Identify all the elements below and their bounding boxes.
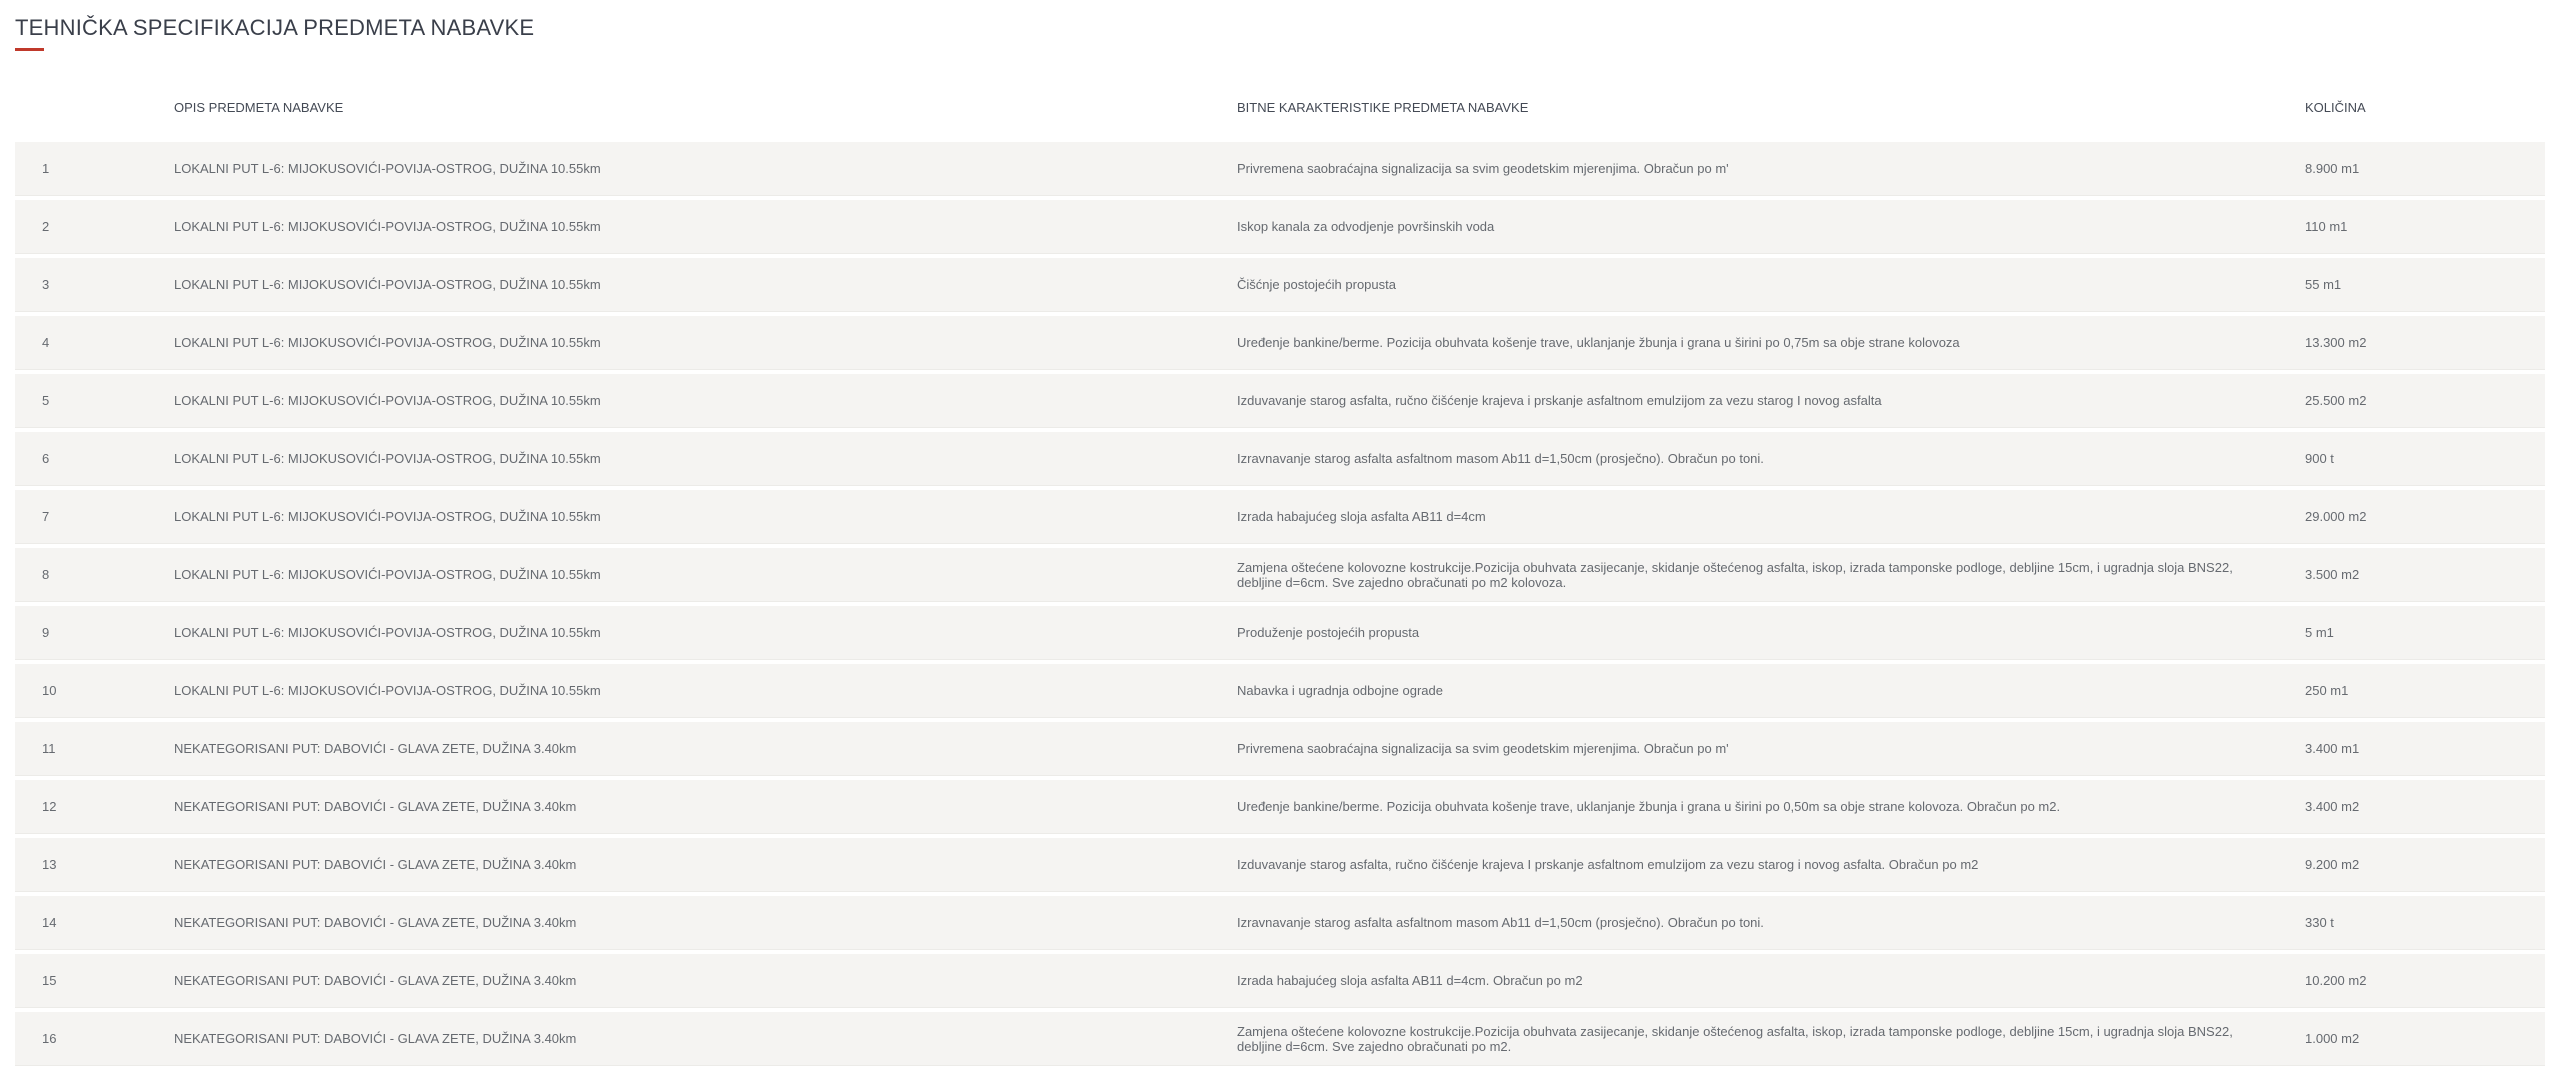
table-row — [15, 374, 2545, 428]
table-row — [15, 606, 2545, 660]
row-characteristics: Zamjena oštećene kolovozne kostrukcije.Pozicija obuhvata zasijecanje, skidanje oštećenog asfalta, iskop, izrada tamponske podloge, debljine 15cm, i ugradnja sloja BNS22, debljine d=6cm. Sve zajedno obračunati po m2. — [1237, 1023, 2233, 1054]
table-row — [15, 258, 2545, 312]
row-description: NEKATEGORISANI PUT: DABOVIĆI - GLAVA ZETE, DUŽINA 3.40km — [174, 857, 577, 872]
table-row — [15, 780, 2545, 834]
row-number: 4 — [42, 335, 50, 350]
row-number: 3 — [42, 277, 50, 292]
table-row — [15, 548, 2545, 602]
row-characteristics: Uređenje bankine/berme. Pozicija obuhvata košenje trave, uklanjanje žbunja i grana u širini po 0,50m sa obje strane kolovoza. Obračun po m2. — [1237, 799, 2061, 814]
row-quantity: 25.500 m2 — [2305, 393, 2367, 408]
table-row — [15, 200, 2545, 254]
row-characteristics: Uređenje bankine/berme. Pozicija obuhvata košenje trave, uklanjanje žbunja i grana u širini po 0,75m sa obje strane kolovoza — [1237, 335, 1960, 350]
row-description: NEKATEGORISANI PUT: DABOVIĆI - GLAVA ZETE, DUŽINA 3.40km — [174, 915, 577, 930]
row-quantity: 13.300 m2 — [2305, 335, 2367, 350]
specification-table — [15, 91, 2545, 1054]
table-row — [15, 664, 2545, 718]
row-number: 16 — [42, 1031, 57, 1046]
row-number: 12 — [42, 799, 57, 814]
header-quantity: KOLIČINA — [2305, 100, 2366, 115]
table-row — [15, 142, 2545, 196]
row-characteristics: Izduvavanje starog asfalta, ručno čišćenje krajeva I prskanje asfaltnom emulzijom za vezu starog i novog asfalta. Obračun po m2 — [1237, 857, 1979, 872]
row-description: NEKATEGORISANI PUT: DABOVIĆI - GLAVA ZETE, DUŽINA 3.40km — [174, 741, 577, 756]
row-characteristics: Privremena saobraćajna signalizacija sa svim geodetskim mjerenjima. Obračun po m' — [1237, 741, 1729, 756]
row-description: LOKALNI PUT L-6: MIJOKUSOVIĆI-POVIJA-OSTROG, DUŽINA 10.55km — [174, 393, 601, 408]
row-quantity: 3.400 m1 — [2305, 741, 2360, 756]
row-number: 14 — [42, 915, 57, 930]
row-number: 11 — [42, 741, 56, 756]
row-number: 2 — [42, 219, 50, 234]
row-number: 6 — [42, 451, 50, 466]
row-characteristics: Čišćnje postojećih propusta — [1237, 277, 1396, 292]
header-characteristics: BITNE KARAKTERISTIKE PREDMETA NABAVKE — [1237, 100, 1529, 115]
row-description: NEKATEGORISANI PUT: DABOVIĆI - GLAVA ZETE, DUŽINA 3.40km — [174, 799, 577, 814]
row-quantity: 8.900 m1 — [2305, 161, 2360, 176]
row-number: 13 — [42, 857, 57, 872]
table-row — [15, 316, 2545, 370]
row-number: 8 — [42, 567, 50, 582]
row-description: LOKALNI PUT L-6: MIJOKUSOVIĆI-POVIJA-OSTROG, DUŽINA 10.55km — [174, 277, 601, 292]
table-row — [15, 432, 2545, 486]
row-description: LOKALNI PUT L-6: MIJOKUSOVIĆI-POVIJA-OSTROG, DUŽINA 10.55km — [174, 567, 601, 582]
row-number: 1 — [42, 161, 50, 176]
row-characteristics: Nabavka i ugradnja odbojne ograde — [1237, 683, 1443, 698]
row-quantity: 330 t — [2305, 915, 2334, 930]
row-quantity: 250 m1 — [2305, 683, 2349, 698]
row-quantity: 9.200 m2 — [2305, 857, 2360, 872]
row-number: 7 — [42, 509, 50, 524]
table-row — [15, 838, 2545, 892]
table-row — [15, 896, 2545, 950]
table-row — [15, 954, 2545, 1008]
row-number: 15 — [42, 973, 57, 988]
row-description: LOKALNI PUT L-6: MIJOKUSOVIĆI-POVIJA-OSTROG, DUŽINA 10.55km — [174, 161, 601, 176]
row-description: LOKALNI PUT L-6: MIJOKUSOVIĆI-POVIJA-OSTROG, DUŽINA 10.55km — [174, 625, 601, 640]
table-header — [15, 91, 2545, 125]
row-quantity: 5 m1 — [2305, 625, 2334, 640]
table-row — [15, 490, 2545, 544]
row-characteristics: Izrada habajućeg sloja asfalta AB11 d=4cm. Obračun po m2 — [1237, 973, 1583, 988]
row-characteristics: Izduvavanje starog asfalta, ručno čišćenje krajeva i prskanje asfaltnom emulzijom za vezu starog I novog asfalta — [1237, 393, 1882, 408]
row-number: 10 — [42, 683, 57, 698]
row-description: LOKALNI PUT L-6: MIJOKUSOVIĆI-POVIJA-OSTROG, DUŽINA 10.55km — [174, 219, 601, 234]
row-characteristics: Izravnavanje starog asfalta asfaltnom masom Ab11 d=1,50cm (prosječno). Obračun po toni. — [1237, 451, 1764, 466]
row-quantity: 900 t — [2305, 451, 2334, 466]
row-characteristics: Iskop kanala za odvodjenje površinskih voda — [1237, 219, 1495, 234]
row-description: LOKALNI PUT L-6: MIJOKUSOVIĆI-POVIJA-OSTROG, DUŽINA 10.55km — [174, 335, 601, 350]
row-quantity: 3.400 m2 — [2305, 799, 2360, 814]
row-quantity: 1.000 m2 — [2305, 1031, 2360, 1046]
table-row — [15, 1012, 2545, 1066]
row-characteristics: Zamjena oštećene kolovozne kostrukcije.Pozicija obuhvata zasijecanje, skidanje oštećenog asfalta, iskop, izrada tamponske podloge, debljine 15cm, i ugradnja sloja BNS22, debljine d=6cm. Sve zajedno obračunati po m2 kolovoza. — [1237, 559, 2233, 590]
row-quantity: 110 m1 — [2305, 219, 2348, 234]
row-description: NEKATEGORISANI PUT: DABOVIĆI - GLAVA ZETE, DUŽINA 3.40km — [174, 1031, 577, 1046]
row-number: 9 — [42, 625, 50, 640]
table-row — [15, 722, 2545, 776]
row-number: 5 — [42, 393, 50, 408]
page-title: TEHNIČKA SPECIFIKACIJA PREDMETA NABAVKE — [15, 15, 535, 40]
row-description: LOKALNI PUT L-6: MIJOKUSOVIĆI-POVIJA-OSTROG, DUŽINA 10.55km — [174, 683, 601, 698]
row-description: LOKALNI PUT L-6: MIJOKUSOVIĆI-POVIJA-OSTROG, DUŽINA 10.55km — [174, 451, 601, 466]
row-description: LOKALNI PUT L-6: MIJOKUSOVIĆI-POVIJA-OSTROG, DUŽINA 10.55km — [174, 509, 601, 524]
row-description: NEKATEGORISANI PUT: DABOVIĆI - GLAVA ZETE, DUŽINA 3.40km — [174, 973, 577, 988]
title-underline — [15, 48, 44, 51]
table-body — [15, 142, 2545, 1070]
row-characteristics: Izrada habajućeg sloja asfalta AB11 d=4cm — [1237, 509, 1486, 524]
row-quantity: 29.000 m2 — [2305, 509, 2367, 524]
header-description: OPIS PREDMETA NABAVKE — [174, 100, 344, 115]
row-characteristics: Privremena saobraćajna signalizacija sa svim geodetskim mjerenjima. Obračun po m' — [1237, 161, 1729, 176]
row-quantity: 55 m1 — [2305, 277, 2342, 292]
row-characteristics: Produženje postojećih propusta — [1237, 625, 1420, 640]
row-quantity: 3.500 m2 — [2305, 567, 2360, 582]
row-quantity: 10.200 m2 — [2305, 973, 2367, 988]
row-characteristics: Izravnavanje starog asfalta asfaltnom masom Ab11 d=1,50cm (prosječno). Obračun po toni. — [1237, 915, 1764, 930]
